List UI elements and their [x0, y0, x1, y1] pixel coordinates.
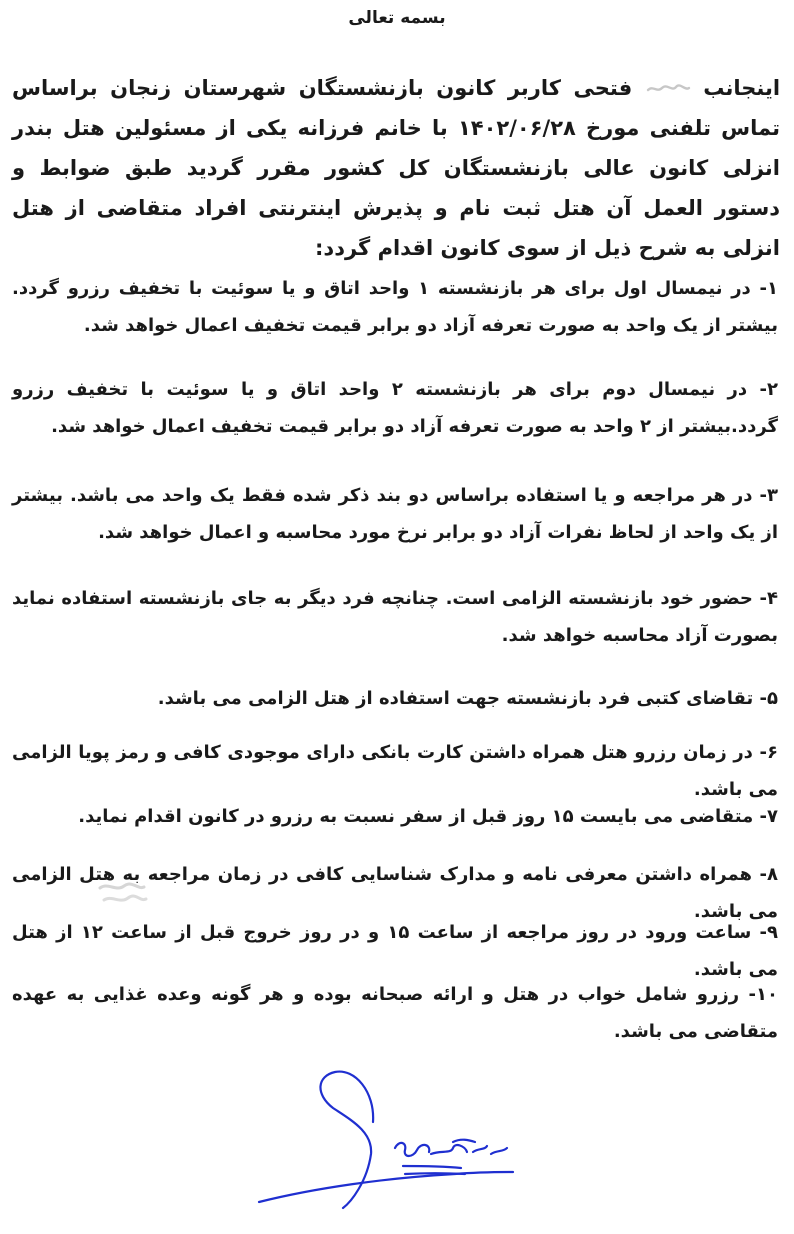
- item-4: ۴- حضور خود بازنشسته الزامی است. چنانچه فرد دیگر به جای بازنشسته استفاده نماید بصورت آزاد محاسبه خواهد شد.: [12, 588, 778, 646]
- item-9: ۹- ساعت ورود در روز مراجعه از ساعت ۱۵ و در روز خروج قبل از ساعت ۱۲ از هتل می باشد.: [12, 922, 778, 980]
- intro-paragraph: [12, 68, 780, 268]
- page-heading: بسمه تعالی: [348, 8, 446, 28]
- item-3: ۳- در هر مراجعه و یا استفاده براساس دو بند ذکر شده فقط یک واحد می باشد. بیشتر از یک واحد از لحاظ نفرات آزاد دو برابر نرخ مورد محاسبه و اعمال خواهد شد.: [12, 485, 778, 543]
- ink-smudge: [94, 878, 150, 910]
- item-8: ۸- همراه داشتن معرفی نامه و مدارک شناسایی کافی در زمان مراجعه به هتل الزامی می باشد.: [12, 864, 778, 922]
- item-7: ۷- متقاضی می بایست ۱۵ روز قبل از سفر نسبت به رزرو در کانون اقدام نماید.: [78, 806, 778, 827]
- item-1: ۱- در نیمسال اول برای هر بازنشسته ۱ واحد اتاق و یا سوئیت با تخفیف رزرو گردد. بیشتر از یک واحد به صورت تعرفه آزاد دو برابر قیمت تخفیف اعمال خواهد شد.: [12, 278, 778, 336]
- handwritten-signature: [255, 1062, 515, 1212]
- item-10: ۱۰- رزرو شامل خواب در هتل و ارائه صبحانه بوده و هر گونه وعده غذایی به عهده متقاضی می باشد.: [12, 984, 778, 1042]
- item-2: ۲- در نیمسال دوم برای هر بازنشسته ۲ واحد اتاق و یا سوئیت با تخفیف رزرو گردد.بیشتر از ۲ واحد به صورت تعرفه آزاد دو برابر قیمت تخفیف اعمال خواهد شد.: [12, 379, 778, 437]
- redacted-name-scribble: [645, 82, 691, 96]
- intro-body: فتحی کاربر کانون بازنشستگان شهرستان زنجان براساس تماس تلفنی مورخ ۱۴۰۲/۰۶/۲۸ با خانم فرزانه یکی از مسئولین هتل بندر انزلی کانون عالی بازنشستگان کل کشور مقرر گردید طبق ضوابط و دستور العمل آن هتل ثبت نام و پذیرش اینترنتی افراد متقاضی از هتل انزلی به شرح ذیل از سوی کانون اقدام گردد:: [12, 76, 780, 260]
- intro-before-name: اینجانب: [703, 76, 781, 100]
- item-6: ۶- در زمان رزرو هتل همراه داشتن کارت بانکی دارای موجودی کافی و رمز پویا الزامی می باشد.: [12, 742, 778, 800]
- item-5: ۵- تقاضای کتبی فرد بازنشسته جهت استفاده از هتل الزامی می باشد.: [157, 688, 778, 709]
